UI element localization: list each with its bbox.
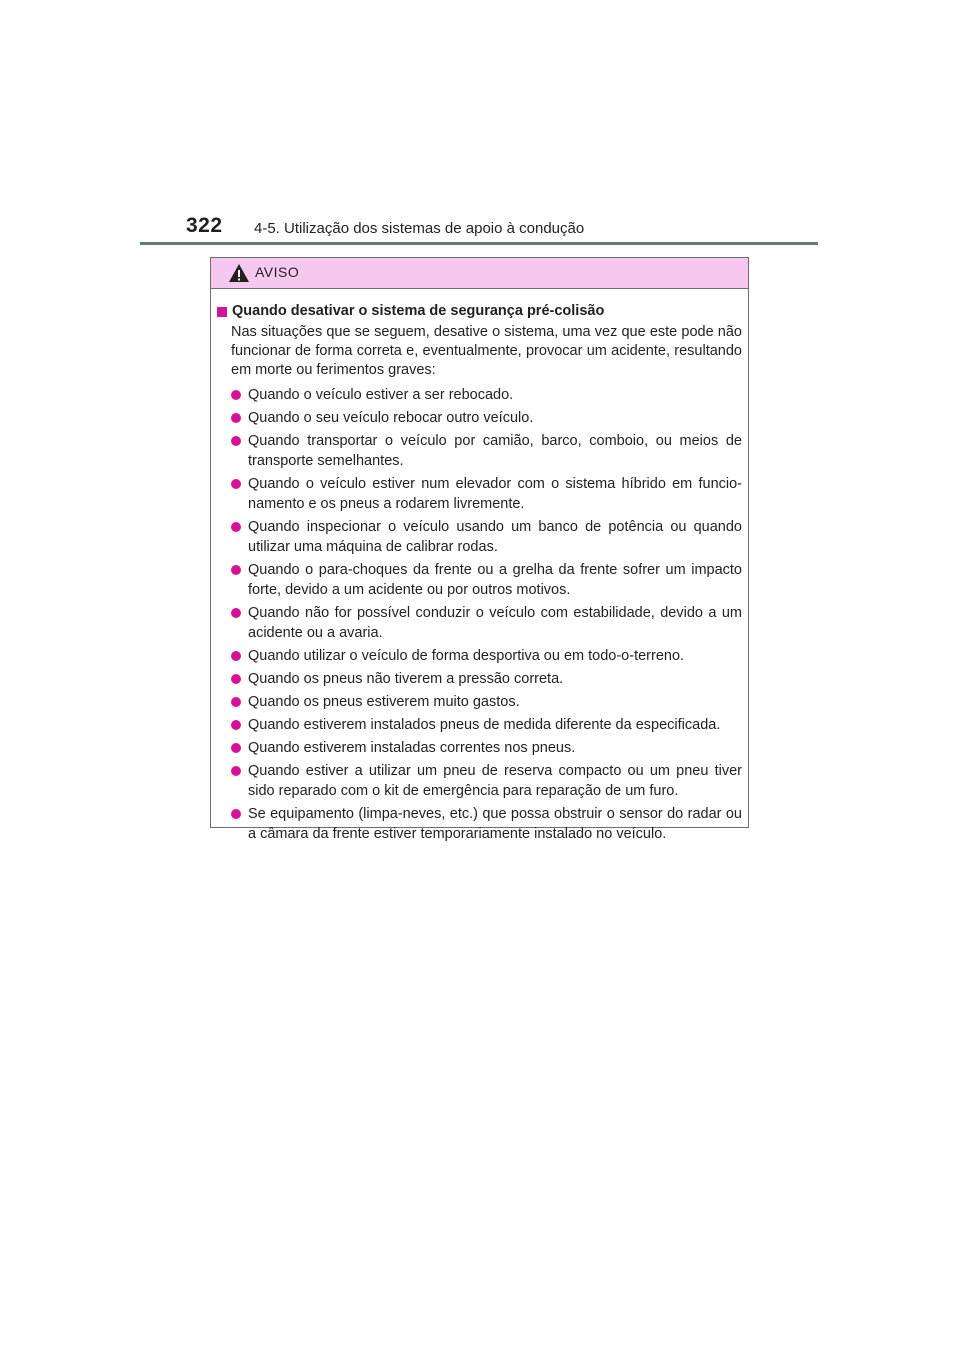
condition-item [217,431,742,471]
round-bullet-icon [231,674,241,684]
condition-text: Quando os pneus não tiverem a pressão correta. [248,671,564,687]
condition-text: Quando o para-choques da frente ou a grelha da frente sofrer um impacto forte, devido a um acidente ou por outros motivos. [248,562,742,598]
warning-topic-text: Quando desativar o sistema de segurança pré-colisão [232,303,605,319]
condition-item [217,761,742,801]
warning-box [210,257,749,842]
condition-item [217,560,742,600]
condition-item [217,646,742,666]
warning-header [211,258,748,289]
round-bullet-icon [231,743,241,753]
condition-text: Quando utilizar o veículo de forma desportiva ou em todo-o-terreno. [248,648,685,664]
round-bullet-icon [231,720,241,730]
condition-item [217,408,742,428]
condition-item [217,715,742,735]
condition-text: Quando estiverem instalados pneus de medida diferente da especificada. [248,717,721,733]
round-bullet-icon [231,436,241,446]
condition-text: Quando transportar o veículo por camião, barco, comboio, ou meios de transporte semelhantes. [248,433,742,469]
round-bullet-icon [231,697,241,707]
condition-item [217,603,742,643]
warning-label: AVISO [255,264,300,280]
condition-item [217,474,742,514]
round-bullet-icon [231,809,241,819]
condition-text: Quando o seu veículo rebocar outro veículo. [248,410,534,426]
round-bullet-icon [231,479,241,489]
condition-item [217,804,742,844]
condition-item [217,692,742,712]
round-bullet-icon [231,522,241,532]
warning-topic [217,302,742,321]
section-title: 4-5. Utilização dos sistemas de apoio à condução [254,220,585,237]
round-bullet-icon [231,390,241,400]
round-bullet-icon [231,565,241,575]
condition-text: Quando estiverem instaladas correntes nos pneus. [248,740,576,756]
condition-text: Quando inspecionar o veículo usando um banco de potência ou quando utilizar uma máquina de calibrar rodas. [248,519,742,555]
round-bullet-icon [231,766,241,776]
condition-text: Quando não for possível conduzir o veículo com estabilidade, devido a um acidente ou a avaria. [248,605,742,641]
condition-text: Quando estiver a utilizar um pneu de reserva compacto ou um pneu tiver sido reparado com o kit de emergência para reparação de um furo. [248,763,742,799]
condition-list [217,385,742,844]
condition-item [217,385,742,405]
header-divider [140,242,818,245]
condition-text: Quando os pneus estiverem muito gastos. [248,694,520,710]
round-bullet-icon [231,608,241,618]
warning-triangle-icon [228,263,250,283]
warning-body [211,289,748,844]
round-bullet-icon [231,413,241,423]
condition-text: Se equipamento (limpa-neves, etc.) que possa obstruir o sensor do radar ou a câmara da frente estiver temporariamente instalado no veículo. [248,806,742,842]
condition-item [217,738,742,758]
warning-intro: Nas situações que se seguem, desative o sistema, uma vez que este pode não funcionar de forma correta e, eventualmente, provocar um acidente, resultando em morte ou ferimentos graves: [231,324,742,378]
round-bullet-icon [231,651,241,661]
condition-text: Quando o veículo estiver a ser rebocado. [248,387,514,403]
page-number: 322 [186,214,223,237]
condition-text: Quando o veículo estiver num elevador com o sistema híbrido em funcio-namento e os pneus a rodarem livremente. [248,476,742,512]
condition-item [217,669,742,689]
square-bullet-icon [217,307,227,317]
condition-item [217,517,742,557]
